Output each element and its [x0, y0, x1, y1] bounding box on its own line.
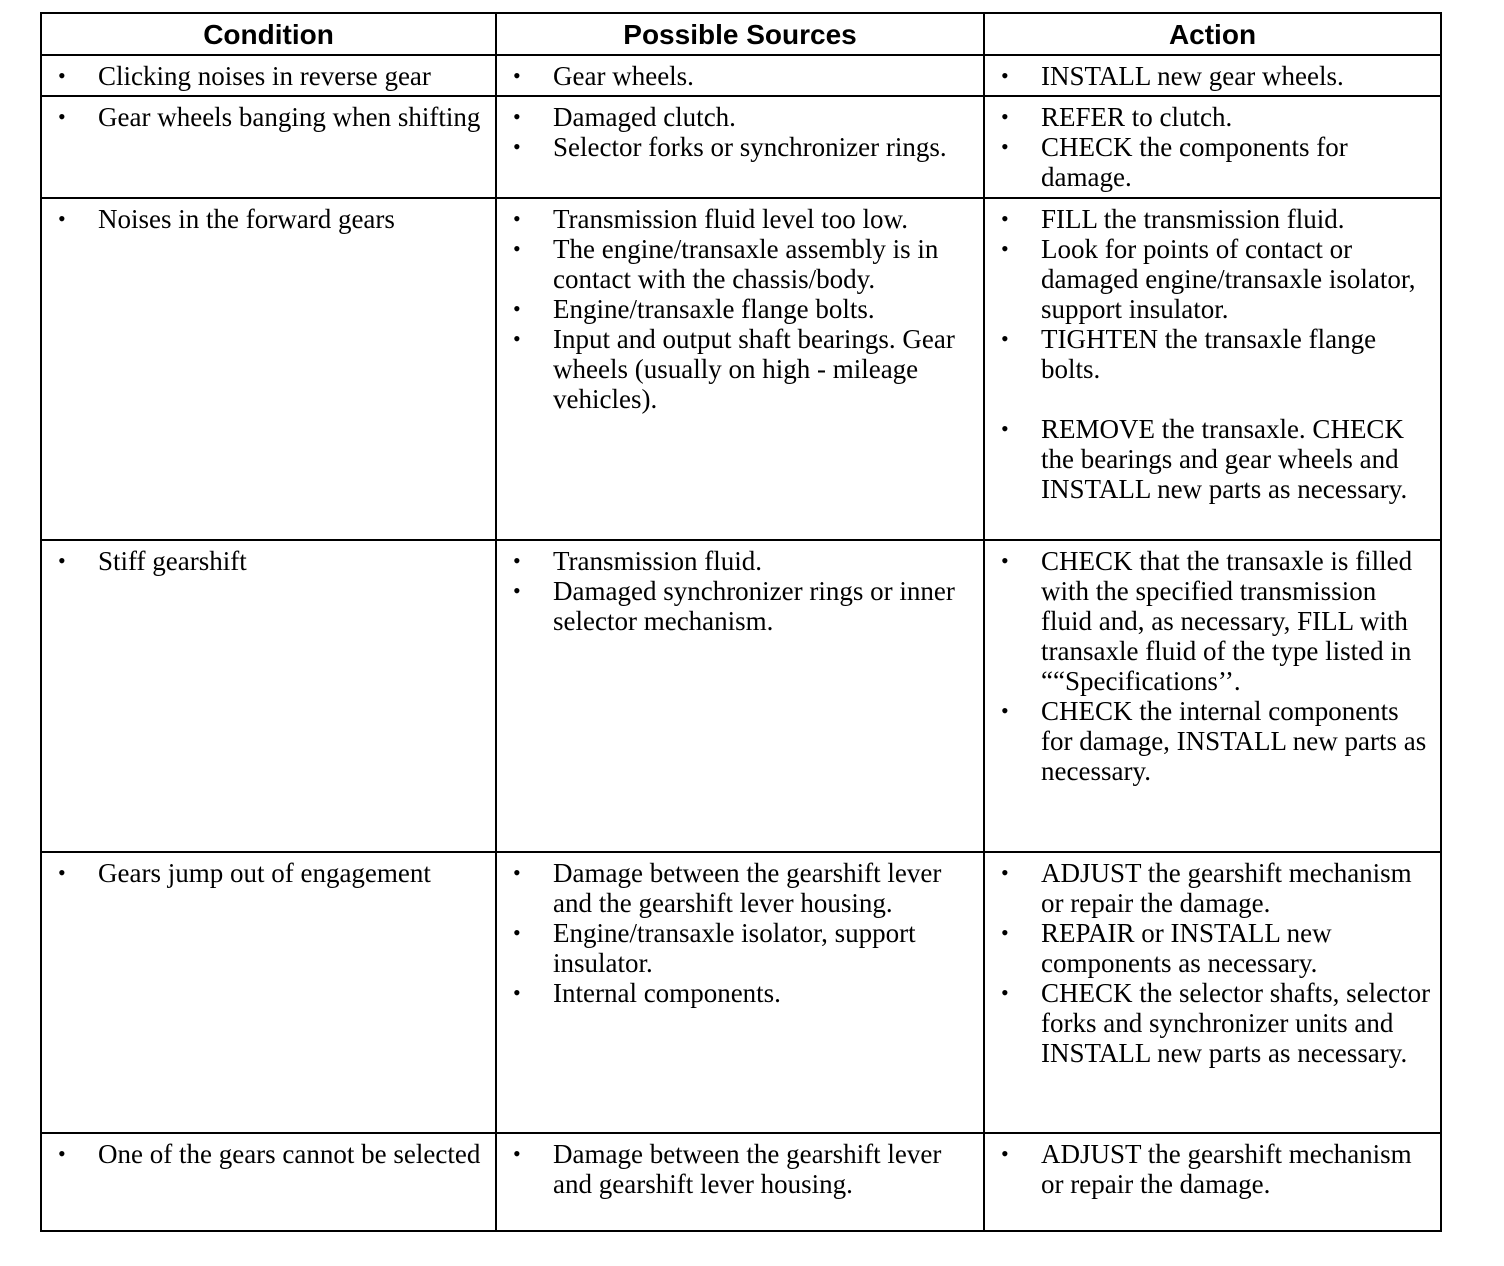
- sources-cell: [496, 55, 984, 96]
- condition-cell: [41, 55, 496, 96]
- condition-cell: [41, 1133, 496, 1231]
- action-item: • FILL the transmission fluid.: [993, 204, 1432, 234]
- table-row: [41, 198, 1441, 540]
- diagnosis-table: [40, 12, 1442, 1232]
- action-item: • CHECK the selector shafts, selector forks and synchronizer units and INSTALL new parts as necessary.: [993, 978, 1432, 1068]
- table-row: [41, 540, 1441, 852]
- condition-item: • One of the gears cannot be selected: [50, 1139, 487, 1169]
- action-item: • ADJUST the gearshift mechanism or repair the damage.: [993, 1139, 1432, 1199]
- action-cell: [984, 1133, 1441, 1231]
- source-item: • Transmission fluid.: [505, 546, 975, 576]
- condition-item: • Gears jump out of engagement: [50, 858, 487, 888]
- action-item: • CHECK the internal components for damage, INSTALL new parts as necessary.: [993, 696, 1432, 786]
- action-cell: [984, 540, 1441, 852]
- action-item: • REFER to clutch.: [993, 102, 1432, 132]
- condition-item: • Gear wheels banging when shifting: [50, 102, 487, 132]
- source-item: • Engine/transaxle flange bolts.: [505, 294, 975, 324]
- action-cell: [984, 55, 1441, 96]
- sources-cell: [496, 852, 984, 1133]
- header-possible-sources: Possible Sources: [496, 13, 984, 55]
- condition-cell: [41, 198, 496, 540]
- condition-item: • Noises in the forward gears: [50, 204, 487, 234]
- source-item: • Engine/transaxle isolator, support insulator.: [505, 918, 975, 978]
- header-action: Action: [984, 13, 1441, 55]
- sources-cell: [496, 1133, 984, 1231]
- source-item: • Selector forks or synchronizer rings.: [505, 132, 975, 162]
- source-item: • The engine/transaxle assembly is in contact with the chassis/body.: [505, 234, 975, 294]
- source-item: • Damage between the gearshift lever and gearshift lever housing.: [505, 1139, 975, 1199]
- source-item: • Damaged clutch.: [505, 102, 975, 132]
- source-item: • Internal components.: [505, 978, 975, 1008]
- condition-item: • Clicking noises in reverse gear: [50, 61, 487, 91]
- sources-cell: [496, 96, 984, 198]
- sources-cell: [496, 198, 984, 540]
- action-item: • CHECK the components for damage.: [993, 132, 1432, 192]
- source-item: • Damaged synchronizer rings or inner selector mechanism.: [505, 576, 975, 636]
- action-cell: [984, 852, 1441, 1133]
- source-item: • Input and output shaft bearings. Gear wheels (usually on high - mileage vehicles).: [505, 324, 975, 414]
- condition-cell: [41, 96, 496, 198]
- header-row: [41, 13, 1441, 55]
- header-condition: Condition: [41, 13, 496, 55]
- action-cell: [984, 96, 1441, 198]
- action-item: • CHECK that the transaxle is filled with the specified transmission fluid and, as necessary, FILL with transaxle fluid of the type listed in ““Specifications’’.: [993, 546, 1432, 696]
- condition-item: • Stiff gearshift: [50, 546, 487, 576]
- action-item: • ADJUST the gearshift mechanism or repair the damage.: [993, 858, 1432, 918]
- table-row: [41, 96, 1441, 198]
- action-item: • REMOVE the transaxle. CHECK the bearings and gear wheels and INSTALL new parts as necessary.: [993, 414, 1432, 504]
- source-item: • Transmission fluid level too low.: [505, 204, 975, 234]
- source-item: • Damage between the gearshift lever and the gearshift lever housing.: [505, 858, 975, 918]
- action-item: • REPAIR or INSTALL new components as necessary.: [993, 918, 1432, 978]
- table-row: [41, 55, 1441, 96]
- condition-cell: [41, 540, 496, 852]
- table-row: [41, 1133, 1441, 1231]
- action-item: • Look for points of contact or damaged engine/transaxle isolator, support insulator.: [993, 234, 1432, 324]
- action-cell: [984, 198, 1441, 540]
- sources-cell: [496, 540, 984, 852]
- action-item: • INSTALL new gear wheels.: [993, 61, 1432, 91]
- condition-cell: [41, 852, 496, 1133]
- source-item: • Gear wheels.: [505, 61, 975, 91]
- table-row: [41, 852, 1441, 1133]
- action-item: • TIGHTEN the transaxle flange bolts.: [993, 324, 1432, 384]
